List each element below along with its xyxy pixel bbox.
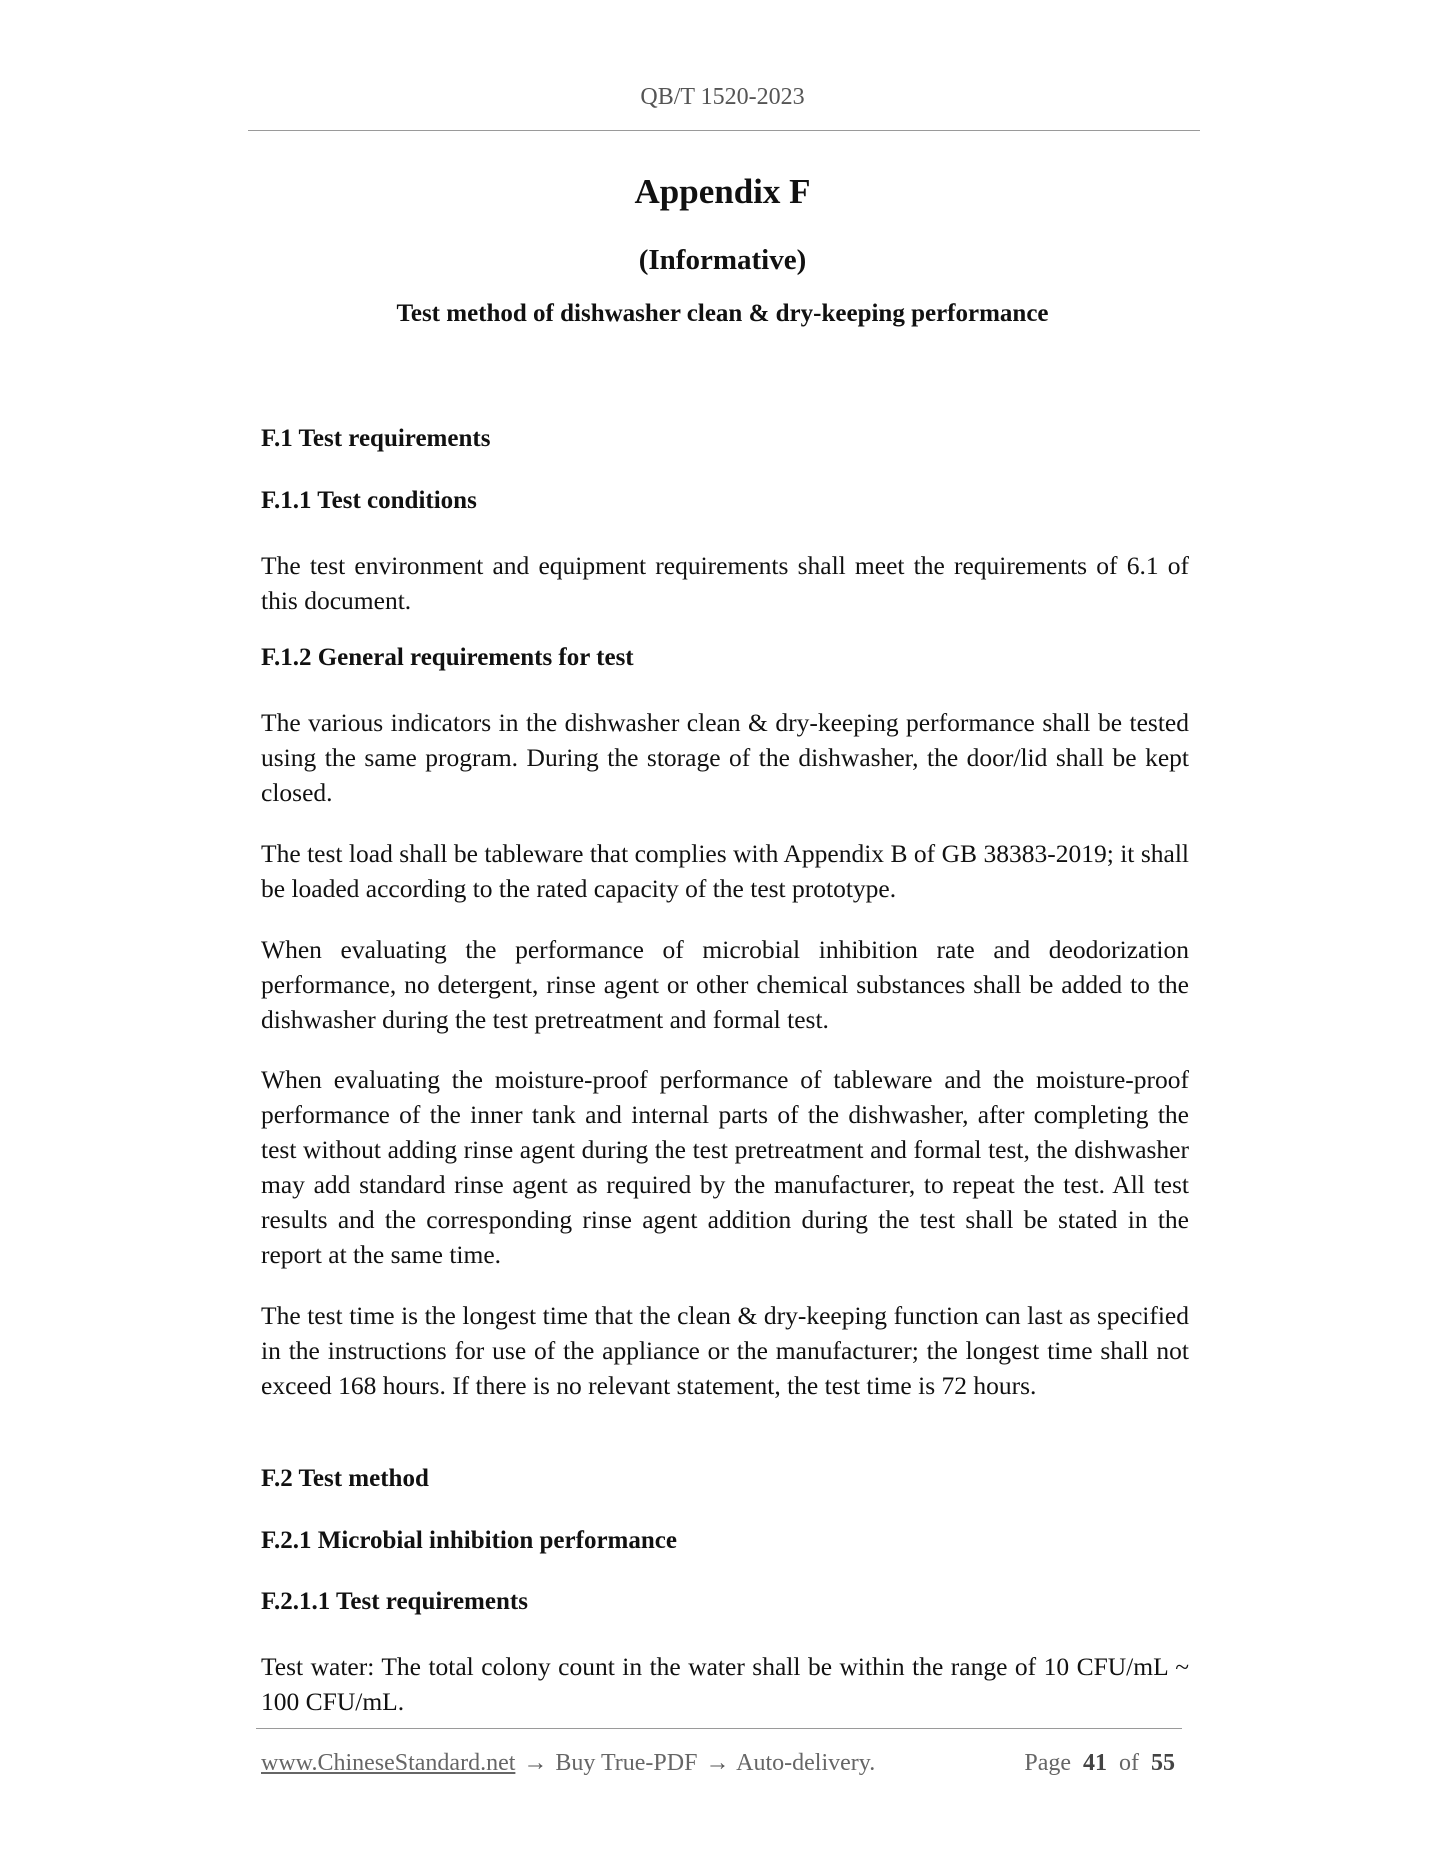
paragraph-f1-1-1: The test environment and equipment requirements shall meet the requirements of 6.1 of this document. [261, 551, 1189, 615]
site-link[interactable]: www.ChineseStandard.net [261, 1750, 516, 1776]
heading-f2-1-1: F.2.1.1 Test requirements [261, 1588, 528, 1615]
paragraph-f1-2-1: The various indicators in the dishwasher clean & dry-keeping performance shall be tested using the same program. During the storage of the dishwasher, the door/lid shall be kept closed. [261, 708, 1189, 807]
paragraph-f1-2-4: When evaluating the moisture-proof performance of tableware and the moisture-proof performance of the inner tank and internal parts of the dishwasher, after completing the test without adding rinse agent during the test pretreatment and formal test, the dishwasher may add standard rinse agent as required by the manufacturer, to repeat the test. All test results and the corresponding rinse agent addition during the test shall be stated in the report at the same time. [261, 1065, 1189, 1269]
appendix-title: Appendix F [634, 172, 811, 211]
current-page-number: 41 [1083, 1750, 1107, 1776]
of-label: of [1119, 1750, 1139, 1776]
arrow-right-icon: → [523, 1750, 548, 1776]
auto-delivery-text: Auto-delivery. [736, 1750, 876, 1776]
paragraph-f1-2-5: The test time is the longest time that the clean & dry-keeping function can last as specified in the instructions for use of the appliance or the manufacturer; the longest time shall not exceed 168 hours. If there is no relevant statement, the test time is 72 hours. [261, 1301, 1189, 1400]
paragraph-f2-1-1-1: Test water: The total colony count in the water shall be within the range of 10 CFU/mL ~ 100 CFU/mL. [261, 1652, 1189, 1716]
paragraph-f1-2-2: The test load shall be tableware that complies with Appendix B of GB 38383-2019; it shall be loaded according to the rated capacity of the test prototype. [261, 839, 1189, 903]
page-indicator [1024, 1750, 1175, 1777]
total-page-count: 55 [1151, 1750, 1175, 1776]
header-divider [248, 130, 1200, 131]
appendix-name: Test method of dishwasher clean & dry-keeping performance [396, 300, 1049, 327]
arrow-right-icon: → [705, 1750, 730, 1776]
page-label: Page [1024, 1750, 1071, 1776]
heading-f2: F.2 Test method [261, 1465, 429, 1492]
heading-f2-1: F.2.1 Microbial inhibition performance [261, 1527, 677, 1554]
buy-true-pdf-text: Buy True-PDF [555, 1750, 698, 1776]
paragraph-f1-2-3: When evaluating the performance of microbial inhibition rate and deodorization performance, no detergent, rinse agent or other chemical substances shall be added to the dishwasher during the test pretreatment and formal test. [261, 935, 1189, 1034]
footer-divider [256, 1728, 1182, 1729]
appendix-type: (Informative) [638, 244, 807, 276]
heading-f1-1: F.1.1 Test conditions [261, 487, 477, 514]
heading-f1-2: F.1.2 General requirements for test [261, 644, 634, 671]
footer-promo [261, 1750, 875, 1777]
heading-f1: F.1 Test requirements [261, 425, 491, 452]
document-code-header: QB/T 1520-2023 [640, 84, 805, 110]
